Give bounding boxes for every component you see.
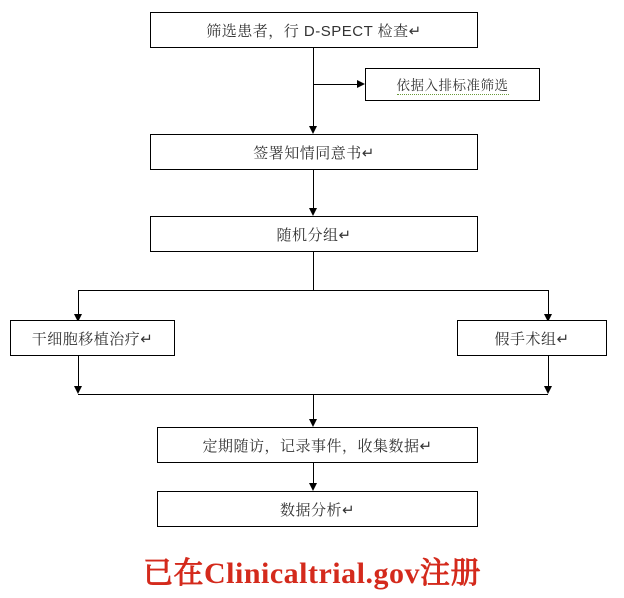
edge-randomize-down [313,252,314,290]
flow-node-screen[interactable] [150,12,478,48]
edge-randomize-split [78,290,548,291]
flow-node-stemcell[interactable] [10,320,175,356]
flow-node-consent-label: 签署知情同意书↵ [253,144,375,162]
flow-node-randomize-label: 随机分组↵ [276,226,352,244]
edge-screen-to-consent [313,84,314,126]
edge-screen-to-consent-arrowhead [309,126,317,134]
edge-sham-down [548,356,549,390]
edge-consent-to-randomize-arrowhead [309,208,317,216]
flow-node-analysis[interactable] [157,491,478,527]
edge-screen-down [313,48,314,84]
edge-merge-down-arrowhead [309,419,317,427]
flow-node-sham[interactable] [457,320,607,356]
flow-node-randomize[interactable] [150,216,478,252]
edge-stemcell-down [78,356,79,390]
edge-sham-down-arrowhead [544,386,552,394]
edge-merge-down [313,394,314,422]
flow-node-criteria[interactable] [365,68,540,101]
flow-node-stemcell-label: 干细胞移植治疗↵ [31,330,154,348]
edge-followup-to-analysis-arrowhead [309,483,317,491]
flow-node-followup[interactable] [157,427,478,463]
flow-node-consent[interactable] [150,134,478,170]
flow-node-analysis-label: 数据分析↵ [279,501,356,519]
flow-node-followup-label: 定期随访，记录事件，收集数据↵ [202,437,433,455]
edge-consent-to-randomize [313,170,314,208]
edge-screen-to-criteria-arrowhead [357,80,365,88]
edge-screen-to-criteria [313,84,360,85]
flow-node-sham-label: 假手术组↵ [494,330,570,348]
registration-caption: 已在Clinicaltrial.gov注册 [143,557,481,590]
flow-node-screen-label: 筛选患者，行 D-SPECT 检查↵ [206,22,422,40]
edge-stemcell-down-arrowhead [74,386,82,394]
flow-node-criteria-label: 依据入排标准筛选 [397,74,509,95]
